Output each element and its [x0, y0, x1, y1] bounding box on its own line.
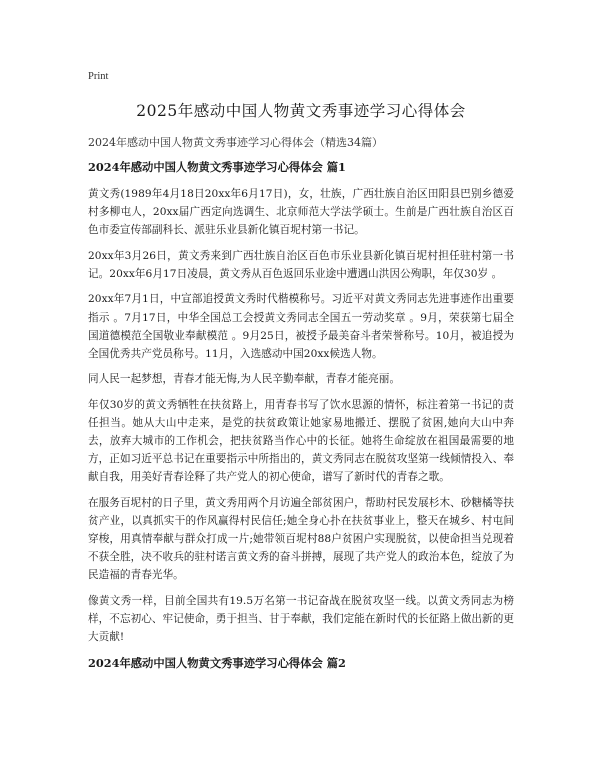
paragraph-1: 黄文秀(1989年4月18日20xx年6月17日)，女，壮族，广西壮族自治区田阳县巴别乡德爱村多柳屯人，20xx届广西定向选调生、北京师范大学法学硕士。生前是广西壮族自治区百色市委宣传部副科长、派驻乐业县新化镇百坭村第一书记。 — [88, 188, 514, 237]
page-title: 2025年感动中国人物黄文秀事迹学习心得体会 — [136, 102, 466, 120]
paragraph-5: 年仅30岁的黄文秀牺牲在扶贫路上，用青春书写了饮水思源的情怀，标注着第一书记的责任担当。她从大山中走来，是党的扶贫政策让她家易地搬迁、摆脱了贫困,她向大山中奔去，放弃大城市的工作机会，把扶贫路当作心中的长征。她将生命绽放在祖国最需要的地方，正如习近平总书记在重要指示中所指出的，黄文秀同志在脱贫攻坚第一线倾情投入、奉献自我，用美好青春诠释了共产党人的初心使命，谱写了新时代的青春之歌。 — [88, 398, 514, 484]
paragraph-3: 20xx年7月1日，中宣部追授黄文秀时代楷模称号。习近平对黄文秀同志先进事迹作出重要指示 。7月17日，中华全国总工会授黄文秀同志全国五一劳动奖章 。9月，荣获第七届全国道德模范全国敬业奉献模范 。9月25日，被授予最美奋斗者荣誉称号。10月，被追授为全国优秀共产党员称号。11月，入选感动中国20xx候选人物。 — [88, 293, 514, 360]
paragraph-6: 在服务百坭村的日子里，黄文秀用两个月访遍全部贫困户，帮助村民发展杉木、砂糖橘等扶贫产业，以真抓实干的作风赢得村民信任;她全身心扑在扶贫事业上，整天在城乡、村屯间穿梭，用真情奉献与群众打成一片;她带领百坭村88户贫困户实现脱贫，以使命担当兑现着不获全胜，决不收兵的驻村诺言黄文秀的奋斗拼搏，展现了共产党人的政治本色，绽放了为民造福的青春光华。 — [88, 496, 514, 582]
print-link[interactable]: Print — [88, 71, 109, 82]
section-heading-2: 2024年感动中国人物黄文秀事迹学习心得体会 篇2 — [88, 655, 346, 670]
paragraph-2: 20xx年3月26日，黄文秀来到广西壮族自治区百色市乐业县新化镇百坭村担任驻村第一书记。20xx年6月17日凌晨，黄文秀从百色返回乐业途中遭遇山洪因公殉职，年仅30岁 。 — [88, 249, 514, 280]
section-heading-1: 2024年感动中国人物黄文秀事迹学习心得体会 篇1 — [88, 160, 346, 174]
paragraph-7: 像黄文秀一样，目前全国共有19.5万名第一书记奋战在脱贫攻坚一线。以黄文秀同志为榜样，不忘初心、牢记使命，勇于担当、甘于奉献，我们定能在新时代的长征路上做出新的更大贡献! — [88, 594, 514, 644]
paragraph-4: 同人民一起梦想，青春才能无悔,为人民辛勤奉献，青春才能亮丽。 — [88, 373, 401, 386]
document-subtitle: 2024年感动中国人物黄文秀事迹学习心得体会（精选34篇） — [88, 136, 383, 149]
article-body — [88, 158, 514, 681]
